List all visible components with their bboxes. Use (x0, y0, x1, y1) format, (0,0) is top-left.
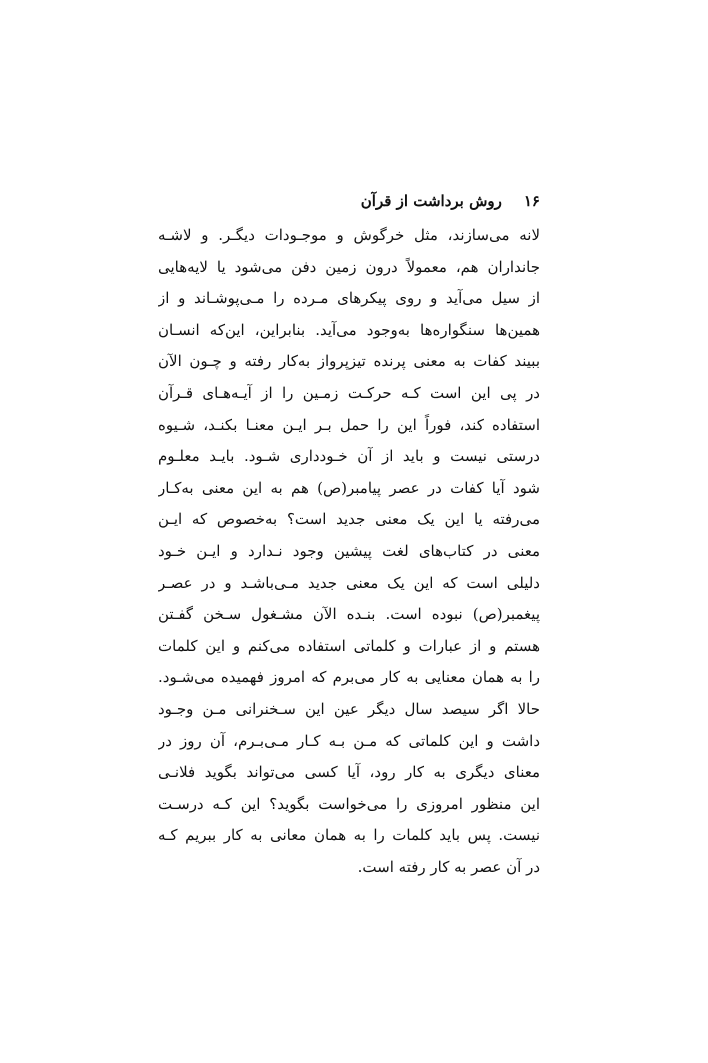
running-head (158, 190, 540, 212)
text-line: شود آیا کفات در عصر پیامبر(ص) هم به این معنی به‌کـار (158, 478, 540, 497)
text-line: همین‌ها سنگواره‌ها به‌وجود می‌آید. بنابراین، این‌که انسـان (158, 320, 540, 339)
text-line: لانه می‌سازند، مثل خرگوش و موجـودات دیگـر. و لاشـه (158, 226, 540, 244)
text-line: استفاده کند، فوراً این را حمل بـر ایـن معنـا بکنـد، شـیوه (158, 415, 540, 434)
text-line: ببیند کفات به معنی پرنده تیزپرواز به‌کار رفته و چـون الآن (158, 352, 540, 371)
text-line: در پی این است کـه حرکـت زمـین را از آیـه‌هـای قـرآن (158, 383, 540, 402)
text-line: می‌رفته یا این یک معنی جدید است؟ به‌خصوص که ایـن (158, 510, 540, 529)
body-text (158, 220, 540, 883)
text-line: معنای دیگری به کار رود، آیا کسی می‌تواند بگوید فلانـی (158, 763, 540, 782)
text-line: نیست. پس باید کلمات را به همان معانی به کار ببریم کـه (158, 826, 540, 845)
text-line: هستم و از عبارات و کلماتی استفاده می‌کنم و این کلمات (158, 636, 540, 655)
text-line: از سیل می‌آید و روی پیکرهای مـرده را مـی‌پوشـاند و از (158, 289, 540, 308)
text-line: دلیلی است که این یک معنی جدید مـی‌باشـد و در عصـر (158, 573, 540, 592)
text-line: این منظور امروزی را می‌خواست بگوید؟ این کـه درسـت (158, 794, 540, 813)
text-line: حالا اگر سیصد سال دیگر عین این سـخنرانی مـن وجـود (158, 699, 540, 718)
text-line: درستی نیست و باید از آن خـودداری شـود. بایـد معلـوم (158, 447, 540, 466)
text-line-last: در آن عصر به کار رفته است. (357, 857, 540, 876)
text-line: را به همان معنایی به کار می‌برم که امروز فهمیده می‌شـود. (158, 668, 540, 687)
book-title: روش برداشت از قرآن (360, 192, 502, 210)
text-line: داشت و این کلماتی که مـن بـه کـار مـی‌بـرم، آن روز در (158, 731, 540, 750)
text-line: پیغمبر(ص) نبوده است. بنـده الآن مشـغول سـخن گفـتن (158, 605, 540, 624)
text-line: جانداران هم، معمولاً درون زمین دفن می‌شود یا لایه‌هایی (158, 257, 540, 276)
page-number: ۱۶ (523, 192, 540, 210)
text-line: معنی در کتاب‌های لغت پیشین وجود نـدارد و ایـن خـود (158, 541, 540, 560)
